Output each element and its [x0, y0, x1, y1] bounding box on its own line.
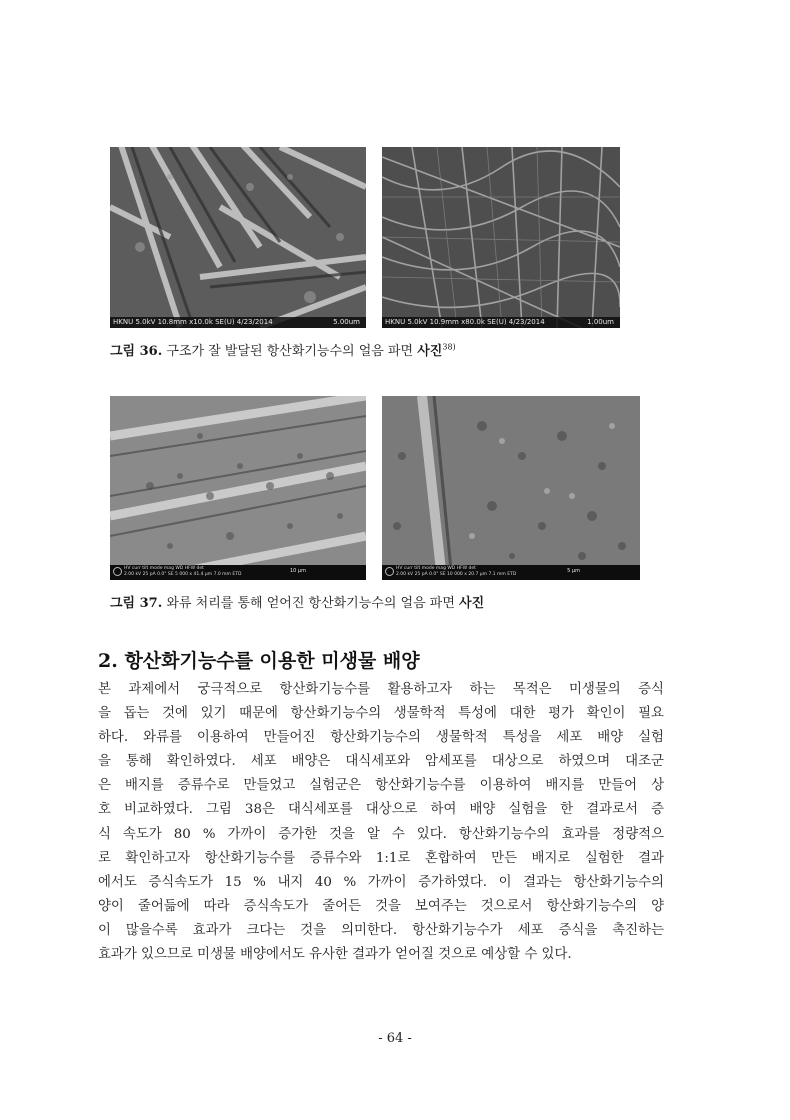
fei-logo-icon: [113, 567, 122, 576]
body-paragraph: [98, 678, 664, 967]
figure-36-caption: 그림 36. 구조가 잘 발달된 항산화기능수의 얼음 파면 사진$^{38)}$: [110, 342, 456, 359]
paragraph-line: 호 비교하였다. 그림 38은 대식세포를 대상으로 하여 배양 실험을 한 결과로서 증: [98, 802, 664, 818]
paragraph-line: 이 많을수록 효과가 크다는 것을 의미한다. 항산화기능수가 세포 증식을 촉진하는: [98, 922, 664, 938]
paragraph-line: 을 돕는 것에 있기 때문에 항산화기능수의 생물학적 특성에 대한 평가 확인이 필요: [98, 706, 664, 722]
sem-info-bar: HV curr tilt mode mag WD HFW det 2.00 kV 25 pA 0.0° SE 10 000 x 20.7 μm 7.1 mm ETD: [382, 565, 640, 580]
paragraph-line: 본 과제에서 궁극적으로 항산화기능수를 활용하고자 하는 목적은 미생물의 증식: [98, 682, 664, 697]
figure-37-caption: 그림 37. 와류 처리를 통해 얻어진 항산화기능수의 얼음 파면 사진: [110, 596, 485, 611]
sem-image-37a: [110, 396, 366, 580]
scale-label: 10 μm: [289, 568, 306, 574]
fei-logo-icon: [385, 567, 394, 576]
sem-texture-ridges: [110, 147, 366, 328]
paragraph-line: 양이 줄어듦에 따라 증식속도가 줄어든 것을 보여주는 것으로서 항산화기능수의 양: [98, 898, 664, 914]
section-heading: 2. 항산화기능수를 이용한 미생물 배양: [98, 650, 420, 672]
scale-label: 5 μm: [567, 568, 580, 574]
page-number: - 64 -: [378, 1031, 412, 1046]
sem-info-bar: HKNU 5.0kV 10.9mm x80.0k SE(U) 4/23/2014: [382, 317, 620, 328]
paragraph-line: 로 확인하고자 항산화기능수를 증류수와 1:1로 혼합하여 만든 배지로 실험한 결과: [98, 850, 664, 866]
paragraph-line: 하다. 와류를 이용하여 만들어진 항산화기능수의 생물학적 특성을 세포 배양 실험: [98, 730, 664, 746]
sem-texture-foam: [382, 396, 640, 580]
scale-label: 1.00um: [587, 318, 614, 326]
sem-image-37b: [382, 396, 640, 580]
sem-info-bar: HV curr tilt mode mag WD HFW det 2.00 kV 25 pA 0.0° SE 5 000 x 41.4 μm 7.0 mm ETD: [110, 565, 366, 580]
sem-info-bar: HKNU 5.0kV 10.8mm x10.0k SE(U) 4/23/2014: [110, 317, 366, 328]
sem-image-36a: [110, 147, 366, 328]
paragraph-line: 에서도 증식속도가 15 % 내지 40 % 가까이 증가하였다. 이 결과는 항산화기능수의: [98, 874, 664, 890]
sem-texture-mesh: [382, 147, 620, 328]
sem-texture-porous: [110, 396, 366, 580]
paragraph-line: 을 통해 확인하였다. 세포 배양은 대식세포와 암세포를 대상으로 하였으며 대조군: [98, 754, 664, 770]
sem-image-36b: [382, 147, 620, 328]
paragraph-line: 효과가 있으므로 미생물 배양에서도 유사한 결과가 얻어질 것으로 예상할 수 있다.: [98, 947, 572, 963]
scale-label: 5.00um: [333, 318, 360, 326]
paragraph-line: 은 배지를 증류수로 만들었고 실험군은 항산화기능수를 이용하여 배지를 만들어 상: [98, 778, 664, 794]
paragraph-line: 식 속도가 80 % 가까이 증가한 것을 알 수 있다. 항산화기능수의 효과를 정량적으: [98, 826, 664, 842]
